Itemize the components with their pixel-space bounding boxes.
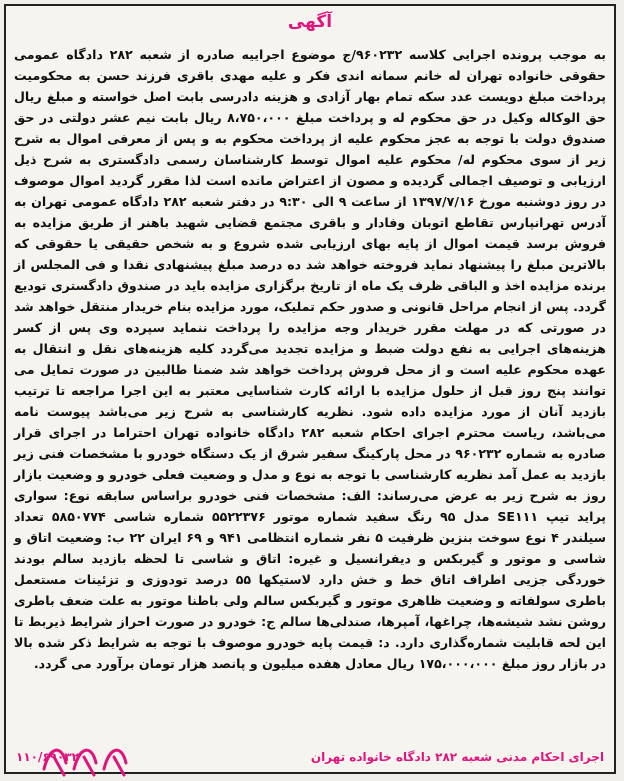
notice-body: به موجب پرونده اجرایی کلاسه ۹۶۰۲۳۲/ج موضوع اجراییه صادره از شعبه ۲۸۲ دادگاه عمومی حقوقی خانواده تهران له خانم سمانه اندی فکر و علیه مهدی باقری فرزند حسن به محکومیت پرداخت مبلغ دویست عدد سکه تمام بهار آزادی و هزینه دادرسی بابت اصل خواسته و مبلغ ریال حق الوکاله وکیل در حق محکوم له و پرداخت مبلغ ۸،۷۵۰،۰۰۰ ریال بابت نیم عشر دولتی در حق صندوق دولت با توجه به عجز محکوم علیه از پرداخت محکوم به و پس از معرفی اموال به شرح زیر از سوی محکوم له/ محکوم علیه اموال توسط کارشناسان رسمی دادگستری به شرح ذیل ارزیابی و توصیف اجمالی گردیده و مصون از اعتراض مانده است لذا مقرر گردید اموال موصوف در روز دوشنبه مورخ ۱۳۹۷/۷/۱۶ از ساعت ۹ الی ۹:۳۰ در دفتر شعبه ۲۸۲ دادگاه عمومی تهران به آدرس تهرانپارس تقاطع اتوبان وفادار و باقری مجتمع قضایی شهید باهنر از طریق مزایده به فروش برسد قیمت اموال از پایه بهای ارزیابی شده شروع و به شخص حقیقی یا حقوقی که بالاترین مبلغ را پیشنهاد نماید فروخته خواهد شد ده درصد مبلغ پیشنهادی نقدا و فی المجلس از برنده مزایده اخذ و الباقی ظرف یک ماه از تاریخ برگزاری مزایده باید در صندوق دادگستری تودیع گردد. پس از انجام مراحل قانونی و صدور حکم تملیک، مورد مزایده بنام خریدار منتقل خواهد شد در صورتی که در مهلت مقرر خریدار وجه مزایده را پرداخت ننماید سپرده وی پس از کسر هزینه‌های اجرایی به نفع دولت ضبط و مزایده تجدید می‌گردد کلیه هزینه‌های نقل و انتقال به عهده محکوم علیه است و از محل فروش پرداخت خواهد شد ضمنا طالبین در صورت تمایل می توانند پنج روز قبل از حلول مزایده با ارائه کارت شناسایی معتبر به این اجرا مراجعه تا ترتیب بازدید آنان از مورد مزایده داده شود. نظریه کارشناسی به شرح زیر می‌باشد پیوست نامه می‌باشد، ریاست محترم اجرای احکام شعبه ۲۸۲ دادگاه خانواده تهران احتراما در اجرای قرار صادره به شماره ۹۶۰۲۳۲ در محل پارکینگ سفیر شرق از یک دستگاه خودرو با مشخصات فنی زیر بازدید به عمل آمد نظریه کارشناسی با توجه به نوع و مدل و وضعیت فعلی خودرو و وضعیت بازار روز به شرح زیر به عرض می‌رساند: الف: مشخصات فنی خودرو براساس سابقه نوع: سواری پراید تیپ SE۱۱۱ مدل ۹۵ رنگ سفید شماره موتور ۵۵۲۲۳۷۶ شماره شاسی ۵۸۵۰۷۷۴ تعداد سیلندر ۴ نوع سوخت بنزین ظرفیت ۵ نفر شماره انتظامی ۹۴۱ و ۶۹ ایران ۲۲ ب: وضعیت اتاق و شاسی و موتور و گیربکس و دیفرانسیل و غیره: اتاق و شاسی تا لحظه بازدید سالم بودند خوردگی جزیی اطراف اتاق خط و خش دارد لاستیکها ۵۵ درصد تودوزی و تزئینات مستعمل باطری سولفاته و وضعیت ظاهری موتور و گیربکس سالم ولی باطنا موتور به علت ضعف باطری روشن نشد شیشه‌ها، چراغها، آمپرها، صندلی‌ها سالم ج: خودرو در صورت احراز شرایط ذیربط تا این لحه قابلیت شماره‌گذاری دارد. د: قیمت پایه خودرو موصوف با توجه به شرایط ذکر شده بالا در بازار روز مبلغ ۱۷۵،۰۰۰،۰۰۰ ریال معادل هفده میلیون و پانصد هزار تومان برآورد می گردد. [14,47,607,671]
notice-title: آگهی [287,12,333,32]
notice-signer: اجرای احکام مدنی شعبه ۲۸۲ دادگاه خانواده تهران [310,750,604,764]
notice-reference: ۱۱۰/۶۹۰۳۲ [16,750,79,764]
notice-frame [4,4,616,774]
handwritten-mark [40,739,132,779]
